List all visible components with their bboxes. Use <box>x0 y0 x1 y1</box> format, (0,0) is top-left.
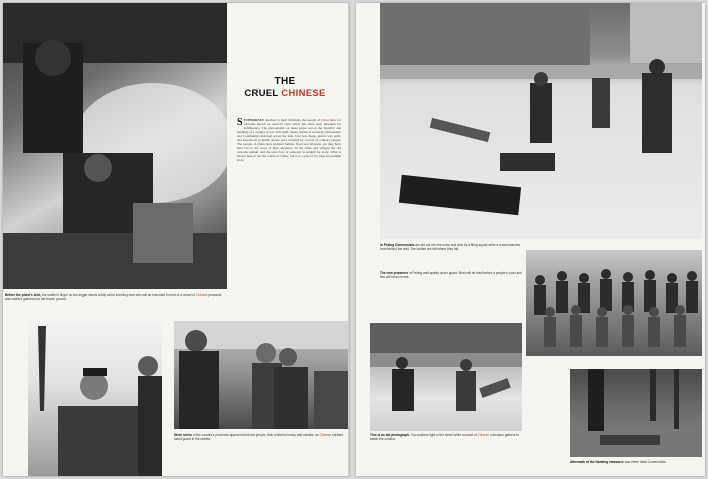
left-page <box>3 3 349 476</box>
caption-main-text1: the soldier's finger on the trigger stares coldly at the kneeling man who will be executed in front of a crowd of <box>42 293 195 297</box>
body-prefix: TUBBORNLY <box>243 118 265 122</box>
caption-main-lead: Before the pistol's shot, <box>5 293 42 297</box>
general-portrait-photo <box>28 321 162 476</box>
snow-execution-photo <box>380 3 702 239</box>
execution-photo-main <box>3 3 227 289</box>
caption-group-lead: The new prisoners <box>380 271 409 275</box>
right-page <box>356 3 705 476</box>
caption-officers-text2: soldiers stand guard in the streets. <box>174 433 344 442</box>
article-body <box>237 118 341 226</box>
body-text1: attached to their traditions, the people of <box>265 118 320 122</box>
caption-forest-lead: Aftermath of the Nanking massacre <box>570 460 624 464</box>
caption-street-lead: This is an old photograph. <box>370 433 410 437</box>
caption-execution-text: are led out into the snow and shot by a firing squad while a crowd watches from behind the wall. The bodies are left where they fall. <box>380 243 521 252</box>
body-accent: China <box>320 118 329 122</box>
caption-main-accent: Chinese <box>195 293 208 297</box>
caption-group-text: in Peking wait quietly under guard. Most will be tried before a people's court and few will return home. <box>380 271 522 280</box>
caption-forest-text: was these dead Communists. <box>624 460 667 464</box>
caption-street-text2: onlookers gathers to watch the contest. <box>370 433 519 442</box>
caption-main-text2: peasants and soldiers gathered on the frozen ground. <box>5 293 222 302</box>
forest-bodies-photo <box>570 369 702 457</box>
caption-street-accent: Chinese <box>477 433 490 437</box>
page-edge <box>348 3 349 476</box>
caption-execution-lead: In Peking Communists <box>380 243 415 247</box>
caption-officers-lead: Stern rulers <box>174 433 192 437</box>
headline-prefix: CRUEL <box>244 88 279 99</box>
caption-forest <box>570 460 702 472</box>
caption-main <box>5 293 227 303</box>
headline-accent: CHINESE <box>281 88 326 99</box>
street-fight-photo <box>370 323 522 431</box>
caption-officers <box>174 433 349 463</box>
headline-line2 <box>231 88 339 100</box>
caption-street <box>370 433 520 455</box>
caption-execution <box>380 243 526 265</box>
caption-officers-text1: of the country's provinces appear before the people, their uniforms heavy with medals, as <box>192 433 319 437</box>
prisoners-group-photo <box>526 250 702 356</box>
caption-street-text1: Two soldiers fight in the street while a crowd of <box>410 433 477 437</box>
caption-officers-accent: Chinese <box>319 433 332 437</box>
body-text2: have for centuries shown an outward calm which has often been mistaken for indifference. The photographs on these pages record the brutality and hardship of a country at war with itself, where armies of warlords, Nationalists and Communists marched across the land. Life was cheap, justice was swift, and executions in public streets were watched by crowds of ordinary people. The people of China have endured famine, flood and invasion, yet they have held fast to the ways of their ancestors. In the cities and villages the old customs remain, and the stern face of authority is seldom far away. What is shown here is not the whole of China, but it is a part of its long and painful story. <box>237 118 341 163</box>
officers-photo <box>174 321 349 429</box>
article-headline <box>231 76 339 100</box>
dropcap: S <box>237 118 243 128</box>
caption-group <box>380 271 526 289</box>
headline-line1: THE <box>274 76 296 87</box>
